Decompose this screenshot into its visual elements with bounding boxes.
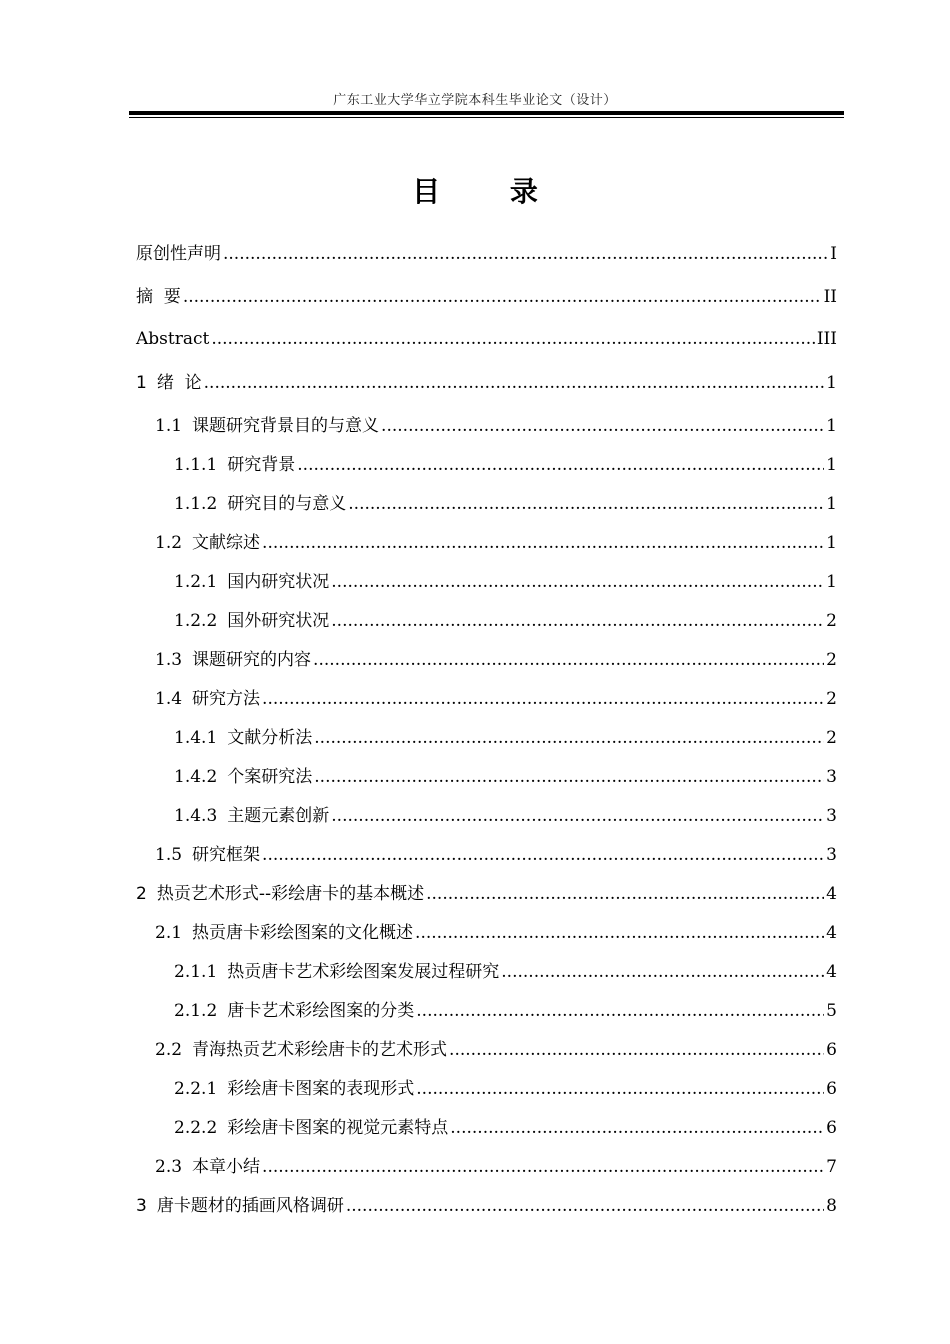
toc-leader-dots xyxy=(415,922,824,944)
toc-entry-label: 国外研究状况 xyxy=(227,611,330,631)
toc-leader-dots xyxy=(450,1117,824,1139)
toc-leader-dots xyxy=(211,328,815,350)
toc-entry-page: 2 xyxy=(826,728,837,748)
toc-entry-number: 2.1.1 xyxy=(174,962,218,982)
toc-entry-label: 唐卡题材的插画风格调研 xyxy=(156,1196,344,1216)
toc-entry-number: 1.2.1 xyxy=(174,572,218,592)
toc-entry-number: 2.3 xyxy=(155,1157,183,1177)
toc-entry-number: 1 xyxy=(136,373,147,393)
toc-entry-subsection[interactable] xyxy=(174,1117,837,1139)
toc-entry-page: 1 xyxy=(826,455,837,475)
toc-entry-label: 本章小结 xyxy=(192,1157,261,1177)
toc-leader-dots xyxy=(183,286,822,308)
toc-leader-dots xyxy=(331,571,824,593)
toc-entry-page: 2 xyxy=(826,689,837,709)
toc-entry-section[interactable] xyxy=(155,1039,837,1061)
toc-entry-page: 6 xyxy=(826,1118,837,1138)
toc-entry-abstract-en[interactable] xyxy=(136,328,837,350)
toc-leader-dots xyxy=(313,649,824,671)
toc-entry-label: 研究方法 xyxy=(192,689,261,709)
toc-entry-label: 唐卡艺术彩绘图案的分类 xyxy=(227,1001,415,1021)
running-header: 广东工业大学华立学院本科生毕业论文（设计） xyxy=(333,93,617,108)
toc-leader-dots xyxy=(223,243,828,265)
toc-entry-chapter-1[interactable] xyxy=(136,372,837,394)
toc-leader-dots xyxy=(449,1039,824,1061)
toc-leader-dots xyxy=(314,727,824,749)
toc-entry-number: 2.2.2 xyxy=(174,1118,218,1138)
toc-entry-page: 5 xyxy=(826,1001,837,1021)
toc-entry-page: 7 xyxy=(826,1157,837,1177)
toc-leader-dots xyxy=(501,961,824,983)
toc-leader-dots xyxy=(262,532,824,554)
toc-entry-subsection[interactable] xyxy=(174,805,837,827)
toc-entry-label: 研究目的与意义 xyxy=(227,494,347,514)
toc-entry-section[interactable] xyxy=(155,844,837,866)
toc-entry-label: 个案研究法 xyxy=(227,767,313,787)
toc-leader-dots xyxy=(314,766,824,788)
toc-entry-page: 4 xyxy=(826,884,837,904)
toc-entry-label: 研究框架 xyxy=(192,845,261,865)
toc-title: 目 录 xyxy=(412,175,568,208)
toc-leader-dots xyxy=(348,493,824,515)
toc-entry-label: 文献综述 xyxy=(192,533,261,553)
toc-entry-label: 热贡唐卡艺术彩绘图案发展过程研究 xyxy=(227,962,500,982)
toc-entry-label: 文献分析法 xyxy=(227,728,313,748)
toc-entry-label: 青海热贡艺术彩绘唐卡的艺术形式 xyxy=(192,1040,448,1060)
toc-entry-page: 8 xyxy=(826,1196,837,1216)
toc-entry-declaration[interactable] xyxy=(136,243,837,265)
toc-entry-number: 1.4.2 xyxy=(174,767,218,787)
toc-leader-dots xyxy=(331,805,824,827)
toc-entry-label: 课题研究背景目的与意义 xyxy=(192,416,380,436)
toc-entry-number: 1.1 xyxy=(155,416,183,436)
toc-leader-dots xyxy=(204,372,825,394)
toc-entry-number: 1.4 xyxy=(155,689,183,709)
toc-entry-subsection[interactable] xyxy=(174,1000,837,1022)
toc-entry-number: 2.1.2 xyxy=(174,1001,218,1021)
toc-entry-section[interactable] xyxy=(155,649,837,671)
toc-leader-dots xyxy=(262,844,824,866)
toc-entry-page: 3 xyxy=(826,845,837,865)
toc-entry-subsection[interactable] xyxy=(174,493,837,515)
toc-entry-label: 热贡艺术形式--彩绘唐卡的基本概述 xyxy=(156,884,425,904)
toc-entry-number: 1.2 xyxy=(155,533,183,553)
toc-entry-subsection[interactable] xyxy=(174,961,837,983)
toc-entry-subsection[interactable] xyxy=(174,454,837,476)
toc-entry-chapter-2[interactable] xyxy=(136,883,837,905)
toc-leader-dots xyxy=(416,1000,824,1022)
toc-leader-dots xyxy=(381,415,824,437)
toc-entry-label: 原创性声明 xyxy=(136,244,221,264)
toc-entry-label: 主题元素创新 xyxy=(227,806,330,826)
toc-entry-label: 彩绘唐卡图案的视觉元素特点 xyxy=(227,1118,449,1138)
toc-leader-dots xyxy=(262,688,824,710)
toc-leader-dots xyxy=(331,610,824,632)
toc-entry-page: 1 xyxy=(826,373,837,393)
toc-entry-page: 1 xyxy=(826,494,837,514)
toc-entry-page: 6 xyxy=(826,1079,837,1099)
toc-entry-number: 1.2.2 xyxy=(174,611,218,631)
toc-leader-dots xyxy=(262,1156,824,1178)
toc-entry-number: 2.2 xyxy=(155,1040,183,1060)
toc-entry-label: 摘 要 xyxy=(136,287,181,307)
toc-entry-number: 1.3 xyxy=(155,650,183,670)
toc-entry-number: 1.1.2 xyxy=(174,494,218,514)
toc-entry-label: 彩绘唐卡图案的表现形式 xyxy=(227,1079,415,1099)
toc-entry-number: 3 xyxy=(136,1196,147,1216)
toc-entry-page: 3 xyxy=(826,767,837,787)
toc-entry-page: 3 xyxy=(826,806,837,826)
toc-entry-section[interactable] xyxy=(155,415,837,437)
toc-entry-chapter-3[interactable] xyxy=(136,1195,837,1217)
toc-entry-page: 1 xyxy=(826,572,837,592)
toc-leader-dots xyxy=(297,454,824,476)
toc-leader-dots xyxy=(346,1195,824,1217)
toc-entry-subsection[interactable] xyxy=(174,610,837,632)
toc-entry-page: I xyxy=(830,244,837,264)
toc-entry-label: 研究背景 xyxy=(227,455,296,475)
toc-entry-label: Abstract xyxy=(136,329,210,349)
toc-entry-page: 1 xyxy=(826,416,837,436)
toc-leader-dots xyxy=(426,883,824,905)
toc-entry-number: 1.4.1 xyxy=(174,728,218,748)
toc-entry-label: 绪 论 xyxy=(156,373,202,393)
toc-entry-page: 2 xyxy=(826,650,837,670)
toc-entry-subsection[interactable] xyxy=(174,1078,837,1100)
toc-entry-number: 2.2.1 xyxy=(174,1079,218,1099)
toc-entry-page: 4 xyxy=(826,962,837,982)
toc-entry-page: II xyxy=(823,287,837,307)
toc-entry-number: 2.1 xyxy=(155,923,183,943)
toc-entry-number: 1.4.3 xyxy=(174,806,218,826)
toc-entry-page: III xyxy=(816,329,837,349)
toc-entry-number: 1.5 xyxy=(155,845,183,865)
toc-entry-section[interactable] xyxy=(155,1156,837,1178)
toc-entry-subsection[interactable] xyxy=(174,571,837,593)
toc-entry-number: 1.1.1 xyxy=(174,455,218,475)
toc-entry-section[interactable] xyxy=(155,688,837,710)
toc-entry-section[interactable] xyxy=(155,922,837,944)
toc-entry-page: 4 xyxy=(826,923,837,943)
toc-entry-page: 1 xyxy=(826,533,837,553)
toc-entry-section[interactable] xyxy=(155,532,837,554)
toc-entry-subsection[interactable] xyxy=(174,766,837,788)
toc-entry-label: 课题研究的内容 xyxy=(192,650,312,670)
toc-entry-number: 2 xyxy=(136,884,147,904)
toc-entry-page: 6 xyxy=(826,1040,837,1060)
toc-entry-subsection[interactable] xyxy=(174,727,837,749)
toc-entry-page: 2 xyxy=(826,611,837,631)
toc-leader-dots xyxy=(416,1078,824,1100)
toc-entry-label: 国内研究状况 xyxy=(227,572,330,592)
toc-entry-label: 热贡唐卡彩绘图案的文化概述 xyxy=(192,923,414,943)
toc-entry-abstract-cn[interactable] xyxy=(136,286,837,308)
